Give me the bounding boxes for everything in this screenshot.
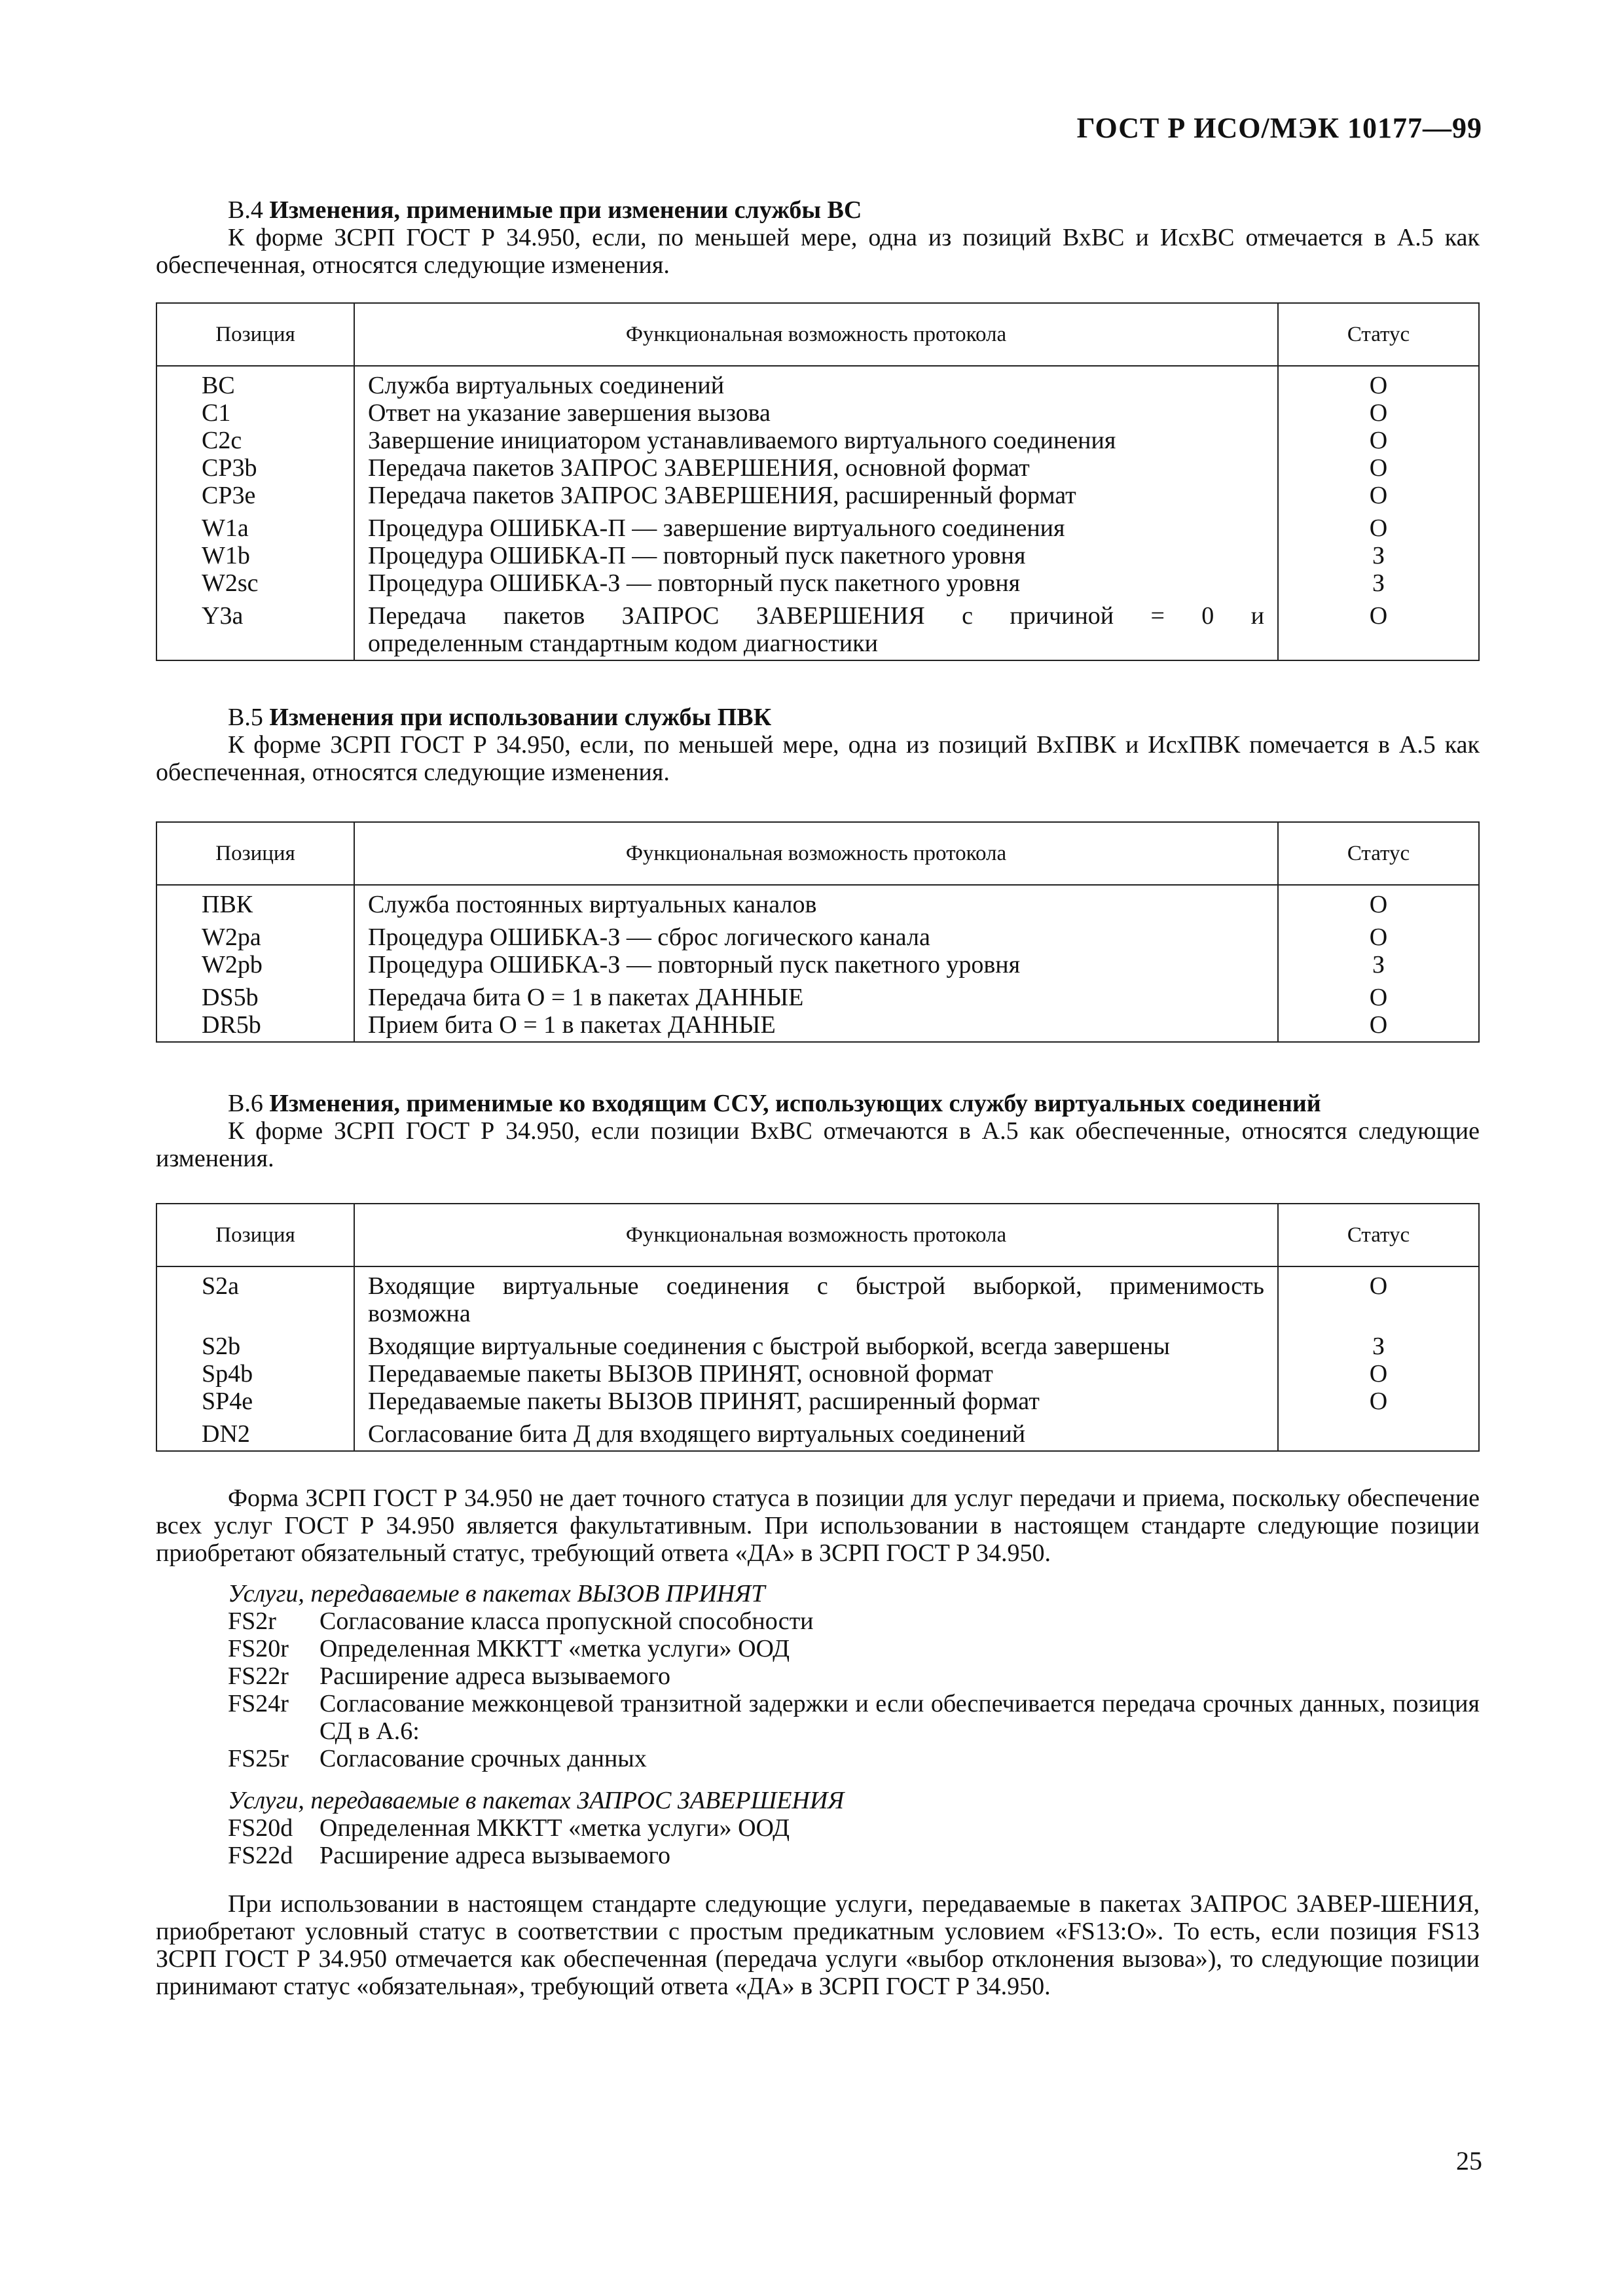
item-text: Согласование межконцевой транзитной задержки и если обеспечивается передача срочных данных, позиция СД в А.6:: [319, 1690, 1480, 1745]
pos-line: S2a: [202, 1272, 239, 1300]
status-cell: [1278, 512, 1479, 600]
stat-line: О: [1369, 924, 1388, 951]
func-line: Служба виртуальных соединений: [368, 372, 725, 399]
status-cell: [1278, 1418, 1479, 1451]
func-line: Входящие виртуальные соединения с быстрой выборкой, применимость: [368, 1272, 1264, 1300]
table-row: [156, 512, 1479, 600]
section-b5-number: В.5: [228, 704, 263, 731]
function-cell: [354, 512, 1278, 600]
pos-line: CP3b: [202, 454, 257, 482]
table-b4: [156, 302, 1480, 661]
table-header-row: [156, 1204, 1479, 1266]
func-line: Процедура ОШИБКА-З — сброс логического канала: [368, 924, 930, 951]
stat-line: З: [1372, 1333, 1385, 1360]
status-cell: [1278, 981, 1479, 1042]
stat-line: О: [1369, 482, 1388, 509]
services-call-accepted-list: [228, 1580, 1480, 1772]
header-position: Позиция: [156, 822, 354, 885]
table-b5: [156, 821, 1480, 1043]
stat-line: О: [1369, 454, 1388, 482]
paragraph-status-note: Форма ЗСРП ГОСТ Р 34.950 не дает точного статуса в позиции для услуг передачи и приема, поскольку обеспечение всех услуг ГОСТ Р 34.950 является факультативным. При использовании в настоящем стандарте следующие позиции приобретают обязательный статус, требующий ответа «ДА» в ЗСРП ГОСТ Р 34.950.: [156, 1484, 1480, 1567]
stat-line: О: [1369, 1272, 1388, 1300]
stat-line: О: [1369, 372, 1388, 399]
list2-title: Услуги, передаваемые в пакетах ЗАПРОС ЗАВЕРШЕНИЯ: [228, 1787, 845, 1814]
section-b6-number: В.6: [228, 1090, 263, 1117]
section-b5-title: [228, 704, 771, 731]
func-line: Процедура ОШИБКА-П — завершение виртуального соединения: [368, 514, 1065, 542]
stat-line: О: [1369, 427, 1388, 454]
func-line: Передача пакетов ЗАПРОС ЗАВЕРШЕНИЯ, расширенный формат: [368, 482, 1076, 509]
header-function: Функциональная возможность протокола: [354, 822, 1278, 885]
table-row: [156, 885, 1479, 921]
pos-line: DS5b: [202, 984, 259, 1011]
services-clear-request-list: [228, 1787, 1480, 1869]
header-status: Статус: [1278, 303, 1479, 366]
func-line: Согласование бита Д для входящего виртуальных соединений: [368, 1420, 1026, 1448]
item-code: FS25r: [228, 1745, 289, 1772]
func-line: возможна: [368, 1300, 471, 1327]
func-line: определенным стандартным кодом диагностики: [368, 630, 878, 657]
function-cell: [354, 600, 1278, 660]
function-cell: [354, 1330, 1278, 1418]
status-cell: [1278, 1330, 1479, 1418]
pos-line: Sp4b: [202, 1360, 253, 1388]
table-b6: [156, 1203, 1480, 1452]
func-line: Процедура ОШИБКА-З — повторный пуск пакетного уровня: [368, 951, 1021, 978]
paragraph-conditional-status: При использовании в настоящем стандарте следующие услуги, передаваемые в пакетах ЗАПРОС ЗАВЕР-ШЕНИЯ, приобретают условный статус в соответствии с простым предикатным условием «FS13:O». То есть, если позиция FS13 ЗСРП ГОСТ Р 34.950 отмечается как обеспеченная (передача услуги «выбор отклонения вызова»), то следующие позиции принимают статус «обязательная», требующий ответа «ДА» в ЗСРП ГОСТ Р 34.950.: [156, 1890, 1480, 2000]
section-b4-text: К форме ЗСРП ГОСТ Р 34.950, если, по меньшей мере, одна из позиций ВхВС и ИсхВС отмечается в А.5 как обеспеченная, относятся следующие изменения.: [156, 224, 1480, 279]
table-header-row: [156, 822, 1479, 885]
list-item: [228, 1842, 1480, 1869]
func-line: Передача пакетов ЗАПРОС ЗАВЕРШЕНИЯ с причиной = 0 и: [368, 602, 1264, 630]
document-header: ГОСТ Р ИСО/МЭК 10177—99: [1076, 112, 1482, 144]
position-cell: [156, 1266, 354, 1330]
pos-line: W2pb: [202, 951, 263, 978]
pos-line: W1a: [202, 514, 249, 542]
stat-line: О: [1369, 399, 1388, 427]
pos-line: Y3a: [202, 602, 244, 630]
section-b5-heading: Изменения при использовании службы ПВК: [269, 704, 772, 731]
table-row: [156, 600, 1479, 660]
stat-line: З: [1372, 951, 1385, 978]
table-row: [156, 1418, 1479, 1451]
pos-line: CP3e: [202, 482, 256, 509]
func-line: Передача пакетов ЗАПРОС ЗАВЕРШЕНИЯ, основной формат: [368, 454, 1030, 482]
page-number: 25: [1456, 2146, 1482, 2176]
func-line: Ответ на указание завершения вызова: [368, 399, 771, 427]
header-status: Статус: [1278, 1204, 1479, 1266]
function-cell: [354, 366, 1278, 512]
function-cell: [354, 885, 1278, 921]
item-text: Согласование класса пропускной способности: [319, 1607, 814, 1635]
list-item: [228, 1745, 1480, 1772]
pos-line: SP4e: [202, 1388, 253, 1415]
function-cell: [354, 981, 1278, 1042]
section-b4-heading: Изменения, применимые при изменении службы ВС: [269, 196, 862, 224]
stat-line: З: [1372, 542, 1385, 569]
pos-line: S2b: [202, 1333, 241, 1360]
list-item: [228, 1814, 1480, 1842]
item-text: Согласование срочных данных: [319, 1745, 647, 1772]
position-cell: [156, 600, 354, 660]
pos-line: DR5b: [202, 1011, 261, 1039]
section-b6-text: К форме ЗСРП ГОСТ Р 34.950, если позиции ВхВС отмечаются в А.5 как обеспеченные, относятся следующие изменения.: [156, 1117, 1480, 1172]
position-cell: [156, 921, 354, 981]
stat-line: З: [1372, 569, 1385, 597]
item-code: FS20r: [228, 1635, 289, 1662]
section-b6-heading: Изменения, применимые ко входящим ССУ, использующих службу виртуальных соединений: [269, 1090, 1321, 1117]
item-text: Расширение адреса вызываемого: [319, 1842, 670, 1869]
item-code: FS22r: [228, 1662, 289, 1690]
pos-line: W1b: [202, 542, 250, 569]
stat-line: О: [1369, 1011, 1388, 1039]
position-cell: [156, 885, 354, 921]
func-line: Передаваемые пакеты ВЫЗОВ ПРИНЯТ, основной формат: [368, 1360, 993, 1388]
header-position: Позиция: [156, 1204, 354, 1266]
section-b4-number: В.4: [228, 196, 263, 224]
header-position: Позиция: [156, 303, 354, 366]
func-line: Процедура ОШИБКА-З — повторный пуск пакетного уровня: [368, 569, 1021, 597]
table-row: [156, 1266, 1479, 1330]
stat-line: О: [1369, 1388, 1388, 1415]
function-cell: [354, 1418, 1278, 1451]
stat-line: О: [1369, 1360, 1388, 1388]
list-item: [228, 1662, 1480, 1690]
section-b5-text: К форме ЗСРП ГОСТ Р 34.950, если, по меньшей мере, одна из позиций ВхПВК и ИсхПВК помечается в А.5 как обеспеченная, относятся следующие изменения.: [156, 731, 1480, 786]
function-cell: [354, 1266, 1278, 1330]
status-cell: [1278, 1266, 1479, 1330]
item-text: Расширение адреса вызываемого: [319, 1662, 670, 1690]
func-line: Передача бита О = 1 в пакетах ДАННЫЕ: [368, 984, 804, 1011]
status-cell: [1278, 366, 1479, 512]
item-code: FS2r: [228, 1607, 276, 1635]
func-line: Служба постоянных виртуальных каналов: [368, 891, 817, 918]
table-row: [156, 921, 1479, 981]
position-cell: [156, 1418, 354, 1451]
item-code: FS22d: [228, 1842, 293, 1869]
table-row: [156, 1330, 1479, 1418]
status-cell: [1278, 921, 1479, 981]
stat-line: О: [1369, 891, 1388, 918]
list-item: [228, 1607, 1480, 1635]
position-cell: [156, 512, 354, 600]
position-cell: [156, 1330, 354, 1418]
section-b4-title: [228, 196, 862, 224]
func-line: Прием бита О = 1 в пакетах ДАННЫЕ: [368, 1011, 776, 1039]
section-b6-title: [228, 1090, 1321, 1117]
header-function: Функциональная возможность протокола: [354, 1204, 1278, 1266]
pos-line: ВС: [202, 372, 235, 399]
header-status: Статус: [1278, 822, 1479, 885]
pos-line: C1: [202, 399, 231, 427]
pos-line: W2pa: [202, 924, 261, 951]
func-line: Завершение инициатором устанавливаемого виртуального соединения: [368, 427, 1116, 454]
table-header-row: [156, 303, 1479, 366]
status-cell: [1278, 885, 1479, 921]
list-item: [228, 1690, 1480, 1745]
item-code: FS20d: [228, 1814, 293, 1842]
table-row: [156, 366, 1479, 512]
item-text: Определенная МККТТ «метка услуги» ООД: [319, 1814, 790, 1842]
pos-line: DN2: [202, 1420, 250, 1448]
pos-line: ПВК: [202, 891, 253, 918]
position-cell: [156, 981, 354, 1042]
pos-line: C2c: [202, 427, 242, 454]
status-cell: [1278, 600, 1479, 660]
function-cell: [354, 921, 1278, 981]
func-line: Процедура ОШИБКА-П — повторный пуск пакетного уровня: [368, 542, 1026, 569]
stat-line: О: [1369, 602, 1388, 630]
stat-line: О: [1369, 984, 1388, 1011]
header-function: Функциональная возможность протокола: [354, 303, 1278, 366]
table-row: [156, 981, 1479, 1042]
pos-line: W2sc: [202, 569, 259, 597]
item-code: FS24r: [228, 1690, 289, 1717]
stat-line: О: [1369, 514, 1388, 542]
func-line: Передаваемые пакеты ВЫЗОВ ПРИНЯТ, расширенный формат: [368, 1388, 1040, 1415]
func-line: Входящие виртуальные соединения с быстрой выборкой, всегда завершены: [368, 1333, 1170, 1360]
list-item: [228, 1635, 1480, 1662]
list1-title: Услуги, передаваемые в пакетах ВЫЗОВ ПРИНЯТ: [228, 1580, 765, 1607]
position-cell: [156, 366, 354, 512]
item-text: Определенная МККТТ «метка услуги» ООД: [319, 1635, 790, 1662]
